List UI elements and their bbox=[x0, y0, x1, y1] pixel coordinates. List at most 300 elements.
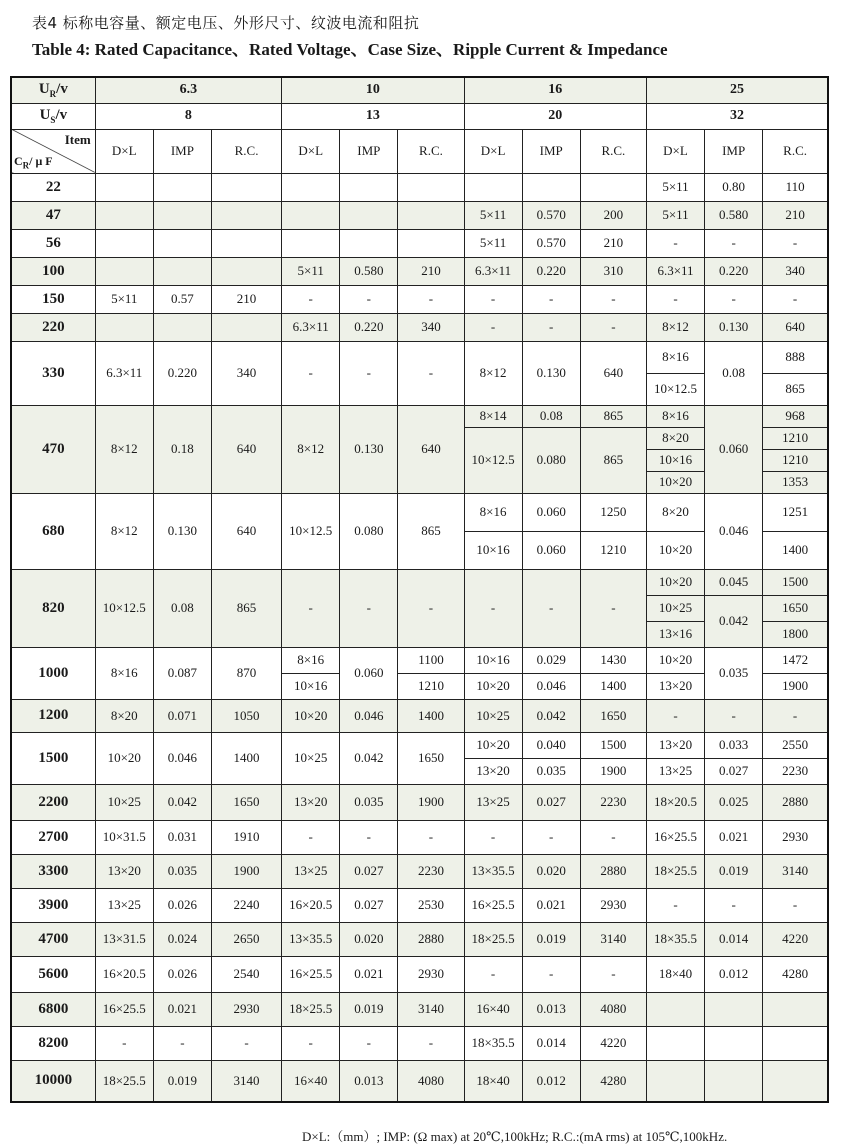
table-cell: 13×31.5 bbox=[95, 922, 153, 956]
table-cell: 0.027 bbox=[340, 854, 398, 888]
table-cell: - bbox=[340, 820, 398, 854]
table-cell: - bbox=[580, 820, 646, 854]
table-cell: 0.042 bbox=[340, 732, 398, 784]
table-cell bbox=[95, 229, 153, 257]
table-cell: 865 bbox=[211, 569, 281, 647]
table-cell: - bbox=[522, 820, 580, 854]
table-cell: 0.08 bbox=[153, 569, 211, 647]
capacitance-label: $C_R/$ μ F bbox=[14, 154, 53, 171]
capacitance-cell: 680 bbox=[11, 493, 95, 569]
table-cell: 1472 bbox=[763, 647, 828, 673]
table-row bbox=[11, 784, 828, 820]
table-cell: 13×20 bbox=[646, 673, 704, 699]
table-cell: 8×16 bbox=[646, 341, 704, 373]
table-cell: 0.580 bbox=[340, 257, 398, 285]
table-cell: 2230 bbox=[580, 784, 646, 820]
table-cell: 4220 bbox=[763, 922, 828, 956]
table-cell: - bbox=[282, 820, 340, 854]
table-cell bbox=[340, 229, 398, 257]
table-cell: 0.130 bbox=[340, 405, 398, 493]
table-cell: - bbox=[340, 1026, 398, 1060]
capacitance-cell: 150 bbox=[11, 285, 95, 313]
table-cell: 1210 bbox=[398, 673, 464, 699]
col-header-rc: R.C. bbox=[211, 129, 281, 173]
table-cell: - bbox=[153, 1026, 211, 1060]
table-cell: 10×20 bbox=[464, 732, 522, 758]
table-cell: 5×11 bbox=[464, 229, 522, 257]
table-cell: 2230 bbox=[398, 854, 464, 888]
table-row bbox=[11, 257, 828, 285]
table-cell: 4220 bbox=[580, 1026, 646, 1060]
table-cell bbox=[211, 201, 281, 229]
capacitance-cell: 220 bbox=[11, 313, 95, 341]
table-cell: 1900 bbox=[211, 854, 281, 888]
table-cell: 6.3×11 bbox=[464, 257, 522, 285]
table-row bbox=[11, 647, 828, 673]
surge-voltage-value: 13 bbox=[282, 103, 464, 129]
table-row bbox=[11, 201, 828, 229]
table-cell: 0.027 bbox=[340, 888, 398, 922]
capacitance-cell: 100 bbox=[11, 257, 95, 285]
table-cell: 0.014 bbox=[522, 1026, 580, 1060]
table-cell: 0.042 bbox=[705, 595, 763, 647]
table-cell bbox=[646, 1026, 704, 1060]
table-cell: 10×20 bbox=[646, 569, 704, 595]
table-cell: 8×20 bbox=[646, 427, 704, 449]
col-header-dxl: D×L bbox=[282, 129, 340, 173]
table-cell bbox=[340, 173, 398, 201]
table-cell: - bbox=[398, 820, 464, 854]
table-cell bbox=[282, 201, 340, 229]
surge-voltage-label: $U_S/v$ bbox=[11, 103, 95, 129]
table-cell: 8×16 bbox=[646, 405, 704, 427]
table-cell: 0.019 bbox=[522, 922, 580, 956]
capacitance-cell: 820 bbox=[11, 569, 95, 647]
table-cell: 13×25 bbox=[464, 784, 522, 820]
table-cell: 0.060 bbox=[522, 493, 580, 531]
table-cell bbox=[398, 229, 464, 257]
table-cell: - bbox=[763, 888, 828, 922]
col-header-dxl: D×L bbox=[646, 129, 704, 173]
table-cell: 0.019 bbox=[705, 854, 763, 888]
table-cell: - bbox=[580, 313, 646, 341]
table-cell: 0.026 bbox=[153, 956, 211, 992]
table-row bbox=[11, 229, 828, 257]
table-cell: - bbox=[705, 888, 763, 922]
table-cell bbox=[646, 992, 704, 1026]
table-cell bbox=[763, 1026, 828, 1060]
table-cell bbox=[95, 201, 153, 229]
table-cell bbox=[282, 229, 340, 257]
table-cell: 888 bbox=[763, 341, 828, 373]
table-cell: - bbox=[646, 285, 704, 313]
item-capacitance-header bbox=[11, 129, 95, 173]
table-cell: 16×40 bbox=[464, 992, 522, 1026]
table-row bbox=[11, 493, 828, 531]
table-cell: 10×12.5 bbox=[464, 427, 522, 493]
table-row bbox=[11, 173, 828, 201]
table-cell: 13×25 bbox=[95, 888, 153, 922]
capacitance-cell: 1500 bbox=[11, 732, 95, 784]
table-cell bbox=[340, 201, 398, 229]
table-cell: 0.060 bbox=[340, 647, 398, 699]
table-cell: 10×20 bbox=[464, 673, 522, 699]
units-footnote: D×L:（mm）; IMP: (Ω max) at 20℃,100kHz; R.C.:(mA rms) at 105℃,100kHz. bbox=[302, 1129, 728, 1144]
table-cell: - bbox=[763, 285, 828, 313]
table-cell: 0.029 bbox=[522, 647, 580, 673]
table-cell: 0.087 bbox=[153, 647, 211, 699]
table-row bbox=[11, 1026, 828, 1060]
table-cell: 18×40 bbox=[646, 956, 704, 992]
surge-voltage-value: 8 bbox=[95, 103, 281, 129]
table-cell: - bbox=[580, 285, 646, 313]
table-cell: 13×25 bbox=[646, 758, 704, 784]
table-row bbox=[11, 313, 828, 341]
table-cell: 4280 bbox=[580, 1060, 646, 1102]
table-cell: 0.046 bbox=[340, 699, 398, 732]
table-row bbox=[11, 405, 828, 427]
table-cell: 16×25.5 bbox=[95, 992, 153, 1026]
col-header-imp: IMP bbox=[153, 129, 211, 173]
table-row bbox=[11, 922, 828, 956]
table-cell: - bbox=[282, 569, 340, 647]
table-cell: - bbox=[646, 229, 704, 257]
table-cell: 13×20 bbox=[95, 854, 153, 888]
table-cell: 13×20 bbox=[646, 732, 704, 758]
table-cell: 865 bbox=[398, 493, 464, 569]
table-cell: 0.027 bbox=[705, 758, 763, 784]
column-header-row bbox=[11, 129, 828, 173]
table-cell bbox=[705, 1060, 763, 1102]
table-cell: - bbox=[646, 888, 704, 922]
table-cell: - bbox=[282, 285, 340, 313]
capacitance-cell: 6800 bbox=[11, 992, 95, 1026]
table-cell: - bbox=[340, 569, 398, 647]
table-cell: 0.021 bbox=[522, 888, 580, 922]
table-cell: 0.020 bbox=[340, 922, 398, 956]
table-cell: 0.024 bbox=[153, 922, 211, 956]
table-cell: 1650 bbox=[763, 595, 828, 621]
table-cell: 2930 bbox=[398, 956, 464, 992]
table-cell: 0.220 bbox=[522, 257, 580, 285]
table-row bbox=[11, 992, 828, 1026]
table-row bbox=[11, 341, 828, 373]
table-cell: 1500 bbox=[580, 732, 646, 758]
table-cell: 18×25.5 bbox=[464, 922, 522, 956]
capacitance-cell: 10000 bbox=[11, 1060, 95, 1102]
table-cell: 1210 bbox=[763, 449, 828, 471]
table-cell: 10×16 bbox=[646, 449, 704, 471]
table-cell: 0.18 bbox=[153, 405, 211, 493]
table-cell: 0.042 bbox=[153, 784, 211, 820]
table-cell: 18×25.5 bbox=[95, 1060, 153, 1102]
table-cell: 1251 bbox=[763, 493, 828, 531]
table-cell: 1210 bbox=[580, 531, 646, 569]
table-cell: - bbox=[763, 699, 828, 732]
table-cell: 10×20 bbox=[95, 732, 153, 784]
col-header-dxl: D×L bbox=[464, 129, 522, 173]
table-cell: - bbox=[522, 285, 580, 313]
table-cell: 0.012 bbox=[522, 1060, 580, 1102]
table-cell: 5×11 bbox=[282, 257, 340, 285]
table-cell: 0.021 bbox=[340, 956, 398, 992]
table-cell: 0.046 bbox=[522, 673, 580, 699]
table-cell: 8×14 bbox=[464, 405, 522, 427]
table-cell: 0.060 bbox=[705, 405, 763, 493]
table-cell: 1353 bbox=[763, 471, 828, 493]
col-header-rc: R.C. bbox=[398, 129, 464, 173]
table-cell: 640 bbox=[580, 341, 646, 405]
table-row bbox=[11, 820, 828, 854]
table-cell: 18×40 bbox=[464, 1060, 522, 1102]
table-cell: 0.08 bbox=[705, 341, 763, 405]
table-cell: 8×12 bbox=[646, 313, 704, 341]
table-cell: 2930 bbox=[211, 992, 281, 1026]
table-cell: 0.013 bbox=[522, 992, 580, 1026]
table-cell: 10×12.5 bbox=[282, 493, 340, 569]
table-cell: 10×20 bbox=[646, 531, 704, 569]
col-header-imp: IMP bbox=[705, 129, 763, 173]
table-cell: 2880 bbox=[580, 854, 646, 888]
table-cell: 1900 bbox=[580, 758, 646, 784]
table-cell: - bbox=[464, 313, 522, 341]
table-cell: - bbox=[522, 956, 580, 992]
col-header-imp: IMP bbox=[522, 129, 580, 173]
table-cell: 1400 bbox=[211, 732, 281, 784]
table-cell: 0.220 bbox=[340, 313, 398, 341]
table-cell: 0.026 bbox=[153, 888, 211, 922]
table-cell: 10×25 bbox=[282, 732, 340, 784]
table-cell bbox=[153, 313, 211, 341]
col-header-rc: R.C. bbox=[580, 129, 646, 173]
table-cell: 0.080 bbox=[340, 493, 398, 569]
table-cell: 8×12 bbox=[464, 341, 522, 405]
table-cell: 8×12 bbox=[95, 405, 153, 493]
table-cell: 8×12 bbox=[95, 493, 153, 569]
table-cell: 8×16 bbox=[464, 493, 522, 531]
capacitance-cell: 8200 bbox=[11, 1026, 95, 1060]
table-cell: 10×12.5 bbox=[646, 373, 704, 405]
table-cell: 210 bbox=[398, 257, 464, 285]
table-cell bbox=[95, 257, 153, 285]
table-cell: - bbox=[95, 1026, 153, 1060]
table-cell bbox=[95, 313, 153, 341]
table-cell: 2650 bbox=[211, 922, 281, 956]
table-cell: - bbox=[580, 956, 646, 992]
table-cell: - bbox=[763, 229, 828, 257]
table-cell: 10×20 bbox=[282, 699, 340, 732]
table-cell: - bbox=[705, 229, 763, 257]
table-cell: 110 bbox=[763, 173, 828, 201]
table-cell: 0.080 bbox=[522, 427, 580, 493]
table-cell: 16×25.5 bbox=[646, 820, 704, 854]
table-row bbox=[11, 285, 828, 313]
table-cell: 10×16 bbox=[464, 647, 522, 673]
capacitor-spec-table bbox=[10, 76, 829, 1103]
table-cell bbox=[580, 173, 646, 201]
table-cell: 1650 bbox=[580, 699, 646, 732]
table-cell: - bbox=[580, 569, 646, 647]
table-cell bbox=[153, 257, 211, 285]
table-cell: 4080 bbox=[398, 1060, 464, 1102]
table-cell: 10×25 bbox=[464, 699, 522, 732]
table-cell: 0.060 bbox=[522, 531, 580, 569]
table-cell: 3140 bbox=[580, 922, 646, 956]
table-cell: 640 bbox=[211, 493, 281, 569]
table-cell bbox=[522, 173, 580, 201]
table-cell: 2240 bbox=[211, 888, 281, 922]
table-cell: 16×25.5 bbox=[464, 888, 522, 922]
table-cell: 0.012 bbox=[705, 956, 763, 992]
capacitance-cell: 22 bbox=[11, 173, 95, 201]
table-cell: 1100 bbox=[398, 647, 464, 673]
rated-voltage-value: 10 bbox=[282, 77, 464, 103]
table-row bbox=[11, 888, 828, 922]
table-cell: - bbox=[211, 1026, 281, 1060]
table-row bbox=[11, 854, 828, 888]
table-cell: 2930 bbox=[580, 888, 646, 922]
table-cell: 10×16 bbox=[464, 531, 522, 569]
table-cell: 0.035 bbox=[705, 647, 763, 699]
surge-voltage-row bbox=[11, 103, 828, 129]
table-cell: 0.042 bbox=[522, 699, 580, 732]
table-cell: - bbox=[464, 820, 522, 854]
table-cell: 640 bbox=[763, 313, 828, 341]
table-cell: 0.035 bbox=[340, 784, 398, 820]
table-cell: - bbox=[522, 569, 580, 647]
table-cell: 968 bbox=[763, 405, 828, 427]
table-cell: 8×12 bbox=[282, 405, 340, 493]
table-cell bbox=[211, 313, 281, 341]
table-cell: 2540 bbox=[211, 956, 281, 992]
table-cell: 0.570 bbox=[522, 201, 580, 229]
table-cell: 18×35.5 bbox=[464, 1026, 522, 1060]
table-cell: 0.046 bbox=[153, 732, 211, 784]
table-cell: 210 bbox=[580, 229, 646, 257]
table-row bbox=[11, 732, 828, 758]
table-cell: 4280 bbox=[763, 956, 828, 992]
table-cell: 0.019 bbox=[153, 1060, 211, 1102]
table-cell: 8×20 bbox=[646, 493, 704, 531]
table-cell: - bbox=[464, 956, 522, 992]
table-cell: - bbox=[398, 569, 464, 647]
table-cell bbox=[211, 173, 281, 201]
table-cell: - bbox=[340, 285, 398, 313]
table-row bbox=[11, 699, 828, 732]
table-cell: 865 bbox=[763, 373, 828, 405]
table-cell: 1900 bbox=[398, 784, 464, 820]
table-cell: 2530 bbox=[398, 888, 464, 922]
table-cell: 16×20.5 bbox=[282, 888, 340, 922]
table-cell: 13×35.5 bbox=[464, 854, 522, 888]
table-cell: 13×20 bbox=[282, 784, 340, 820]
table-cell: 0.035 bbox=[522, 758, 580, 784]
table-cell: 10×25 bbox=[95, 784, 153, 820]
table-cell: 8×20 bbox=[95, 699, 153, 732]
table-cell: 1400 bbox=[763, 531, 828, 569]
table-cell bbox=[153, 201, 211, 229]
capacitance-cell: 5600 bbox=[11, 956, 95, 992]
table-cell: 0.130 bbox=[705, 313, 763, 341]
table-cell: 0.014 bbox=[705, 922, 763, 956]
table-cell: 1910 bbox=[211, 820, 281, 854]
table-cell: 1800 bbox=[763, 621, 828, 647]
table-cell: 10×25 bbox=[646, 595, 704, 621]
table-cell: 6.3×11 bbox=[646, 257, 704, 285]
table-row bbox=[11, 956, 828, 992]
table-cell: - bbox=[464, 285, 522, 313]
table-cell: 0.033 bbox=[705, 732, 763, 758]
table-cell bbox=[95, 173, 153, 201]
table-cell: 1650 bbox=[211, 784, 281, 820]
table-cell: 2230 bbox=[763, 758, 828, 784]
table-cell: 1210 bbox=[763, 427, 828, 449]
table-cell: 2550 bbox=[763, 732, 828, 758]
table-cell bbox=[211, 257, 281, 285]
table-cell: - bbox=[646, 699, 704, 732]
table-cell: - bbox=[282, 1026, 340, 1060]
table-title-english: Table 4: Rated Capacitance、Rated Voltage、Case Size、Ripple Current & Impedance bbox=[32, 40, 668, 59]
table-cell: 2880 bbox=[763, 784, 828, 820]
table-cell: - bbox=[705, 699, 763, 732]
capacitance-cell: 4700 bbox=[11, 922, 95, 956]
table-cell: 5×11 bbox=[646, 173, 704, 201]
table-cell bbox=[153, 229, 211, 257]
table-cell: 0.08 bbox=[522, 405, 580, 427]
table-cell bbox=[153, 173, 211, 201]
table-cell: 16×20.5 bbox=[95, 956, 153, 992]
table-cell bbox=[464, 173, 522, 201]
table-cell: 8×16 bbox=[282, 647, 340, 673]
table-cell: 13×35.5 bbox=[282, 922, 340, 956]
capacitance-cell: 2700 bbox=[11, 820, 95, 854]
table-cell bbox=[211, 229, 281, 257]
table-cell: - bbox=[398, 285, 464, 313]
capacitance-cell: 3900 bbox=[11, 888, 95, 922]
table-cell: 0.570 bbox=[522, 229, 580, 257]
table-cell bbox=[763, 1060, 828, 1102]
table-cell: 2930 bbox=[763, 820, 828, 854]
rated-voltage-row bbox=[11, 77, 828, 103]
table-cell: 18×20.5 bbox=[646, 784, 704, 820]
table-cell: 0.027 bbox=[522, 784, 580, 820]
table-cell: 0.130 bbox=[522, 341, 580, 405]
table-cell: 18×25.5 bbox=[646, 854, 704, 888]
table-cell: 10×12.5 bbox=[95, 569, 153, 647]
table-cell: 0.045 bbox=[705, 569, 763, 595]
table-cell bbox=[705, 992, 763, 1026]
table-cell bbox=[705, 1026, 763, 1060]
table-cell: 0.220 bbox=[705, 257, 763, 285]
table-cell: 865 bbox=[580, 427, 646, 493]
table-cell: 0.035 bbox=[153, 854, 211, 888]
table-cell: - bbox=[340, 341, 398, 405]
rated-voltage-label: $U_R/v$ bbox=[11, 77, 95, 103]
table-cell bbox=[398, 201, 464, 229]
table-cell: - bbox=[705, 285, 763, 313]
capacitance-cell: 1200 bbox=[11, 699, 95, 732]
table-cell bbox=[398, 173, 464, 201]
table-cell: 16×40 bbox=[282, 1060, 340, 1102]
table-cell: 340 bbox=[211, 341, 281, 405]
table-cell: 3140 bbox=[398, 992, 464, 1026]
table-cell: 200 bbox=[580, 201, 646, 229]
table-cell: 0.57 bbox=[153, 285, 211, 313]
table-cell: 10×16 bbox=[282, 673, 340, 699]
table-cell: 13×25 bbox=[282, 854, 340, 888]
table-cell bbox=[282, 173, 340, 201]
table-cell: 1650 bbox=[398, 732, 464, 784]
